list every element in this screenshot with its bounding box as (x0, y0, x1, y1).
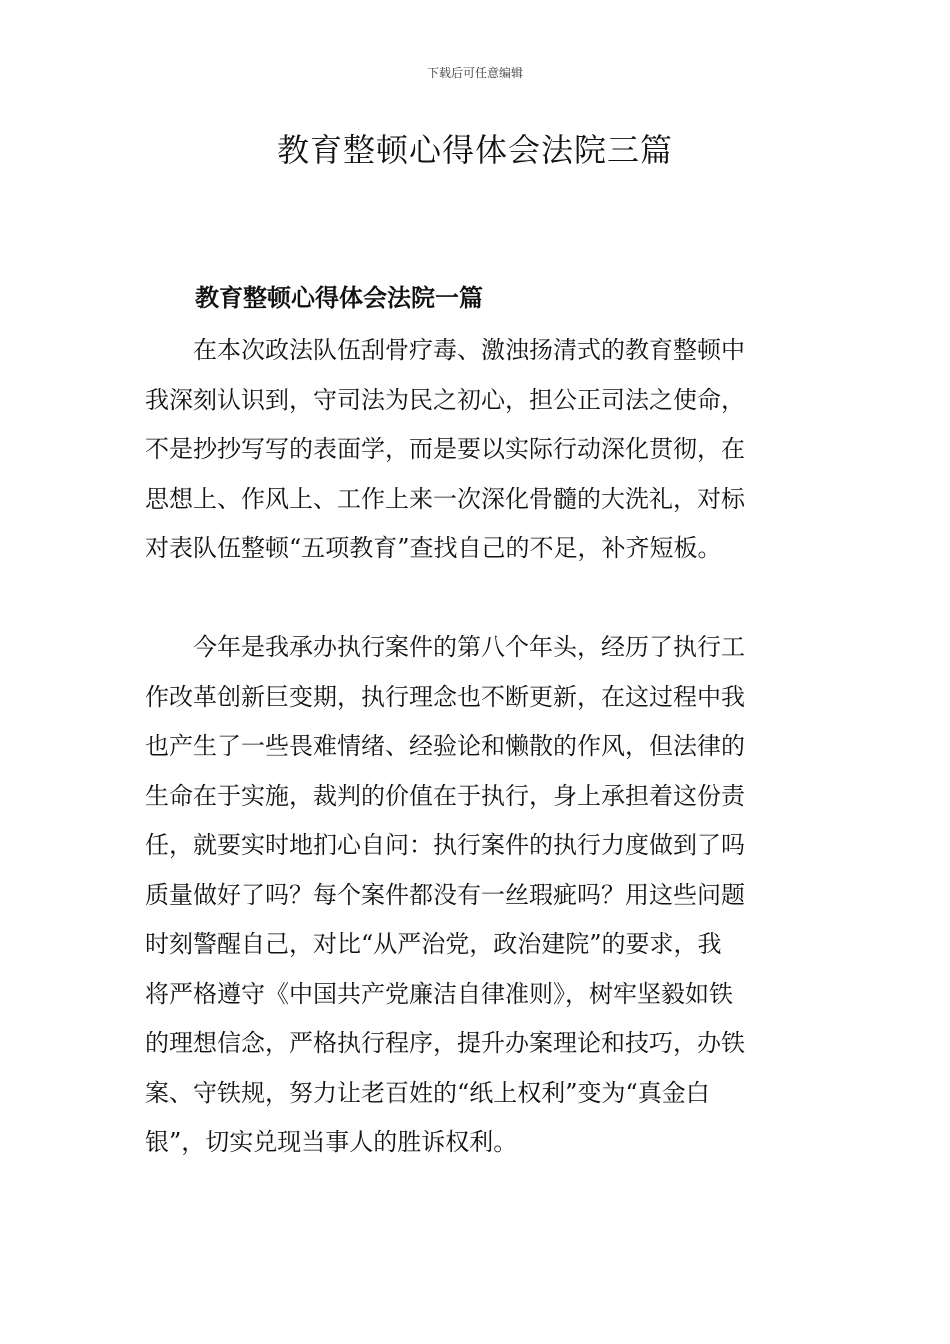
paragraph-1 (145, 326, 745, 574)
document-title: 教育整顿心得体会法院三篇 (276, 131, 673, 169)
section-heading: 教育整顿心得体会法院一篇 (195, 283, 483, 312)
paragraph-line: 时刻警醒自己，对比“从严治党，政治建院”的要求，我 (145, 930, 722, 958)
paragraph-line: 生命在于实施，裁判的价值在于执行，身上承担着这份责 (145, 781, 745, 810)
paragraph-line: 作改革创新巨变期，执行理念也不断更新，在这过程中我 (145, 682, 745, 711)
paragraph-line: 质量做好了吗？每个案件都没有一丝瑕疵吗？用这些问题 (145, 880, 745, 909)
paragraph-line: 不是抄抄写写的表面学，而是要以实际行动深化贯彻，在 (145, 435, 745, 463)
paragraph-2 (145, 623, 745, 1168)
paragraph-line: 将严格遵守《中国共产党廉洁自律准则》，树牢坚毅如铁 (145, 979, 733, 1008)
paragraph-line: 思想上、作风上、工作上来一次深化骨髓的大洗礼，对标 (145, 484, 745, 513)
paragraph-line: 案、守铁规，努力让老百姓的“纸上权利”变为“真金白 (145, 1078, 710, 1107)
paragraph-line: 的理想信念，严格执行程序，提升办案理论和技巧，办铁 (145, 1029, 745, 1057)
paragraph-line: 在本次政法队伍刮骨疗毒、激浊扬清式的教育整顿中 (145, 336, 745, 364)
paragraph-line: 任，就要实时地扪心自问：执行案件的执行力度做到了吗 (145, 831, 745, 859)
paragraph-line: 银”，切实兑现当事人的胜诉权利。 (145, 1128, 518, 1156)
paragraph-line: 对表队伍整顿“五项教育”查找自己的不足，补齐短板。 (145, 534, 722, 562)
header-note: 下载后可任意编辑 (426, 66, 523, 80)
paragraph-line: 也产生了一些畏难情绪、经验论和懒散的作风，但法律的 (145, 732, 745, 760)
paragraph-line: 今年是我承办执行案件的第八个年头，经历了执行工 (145, 633, 745, 661)
paragraph-line: 我深刻认识到，守司法为民之初心，担公正司法之使命， (145, 385, 745, 414)
